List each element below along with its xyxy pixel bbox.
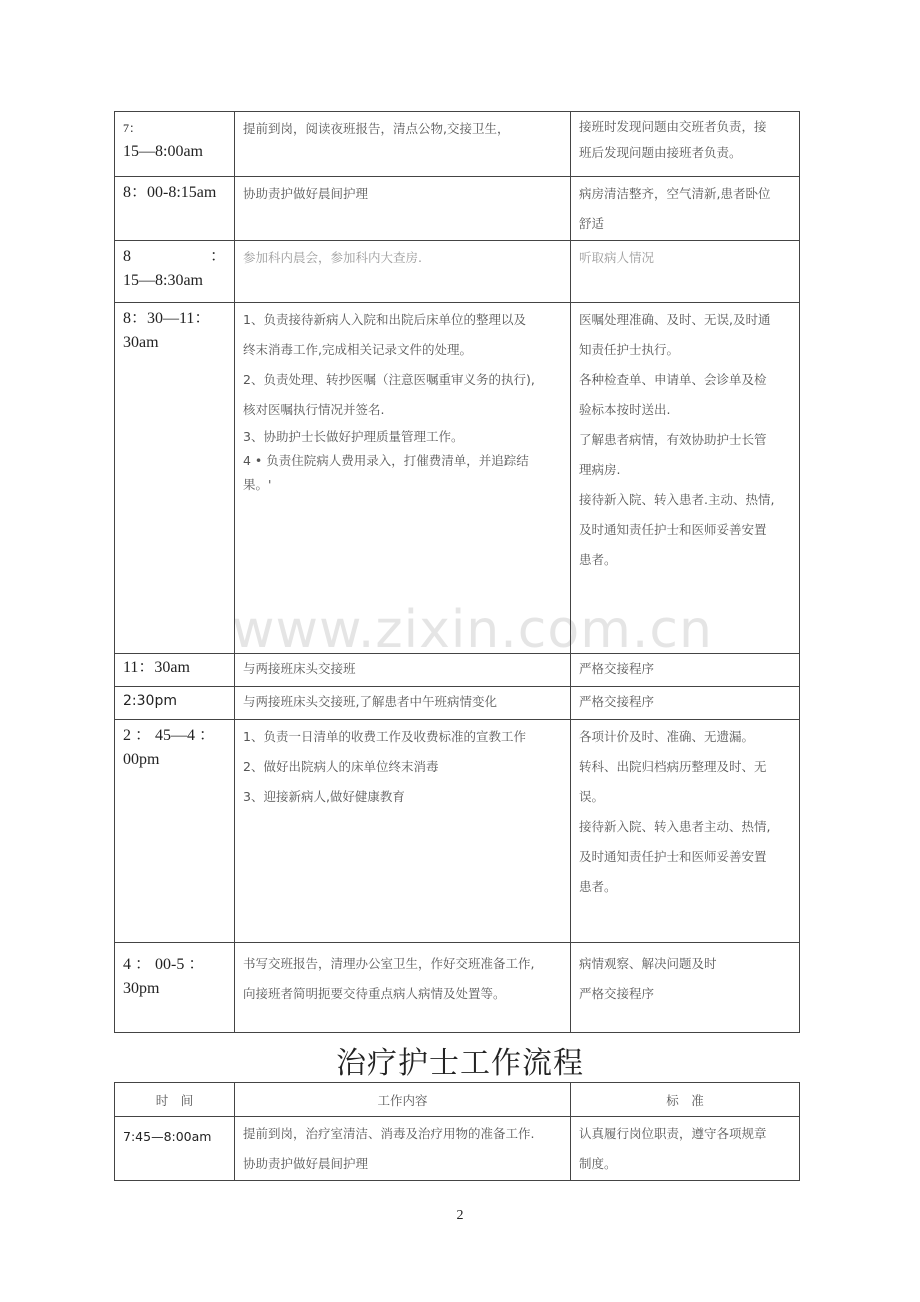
table-row bbox=[115, 112, 800, 177]
time-cell: 4 ： 00-5 ： 30pm bbox=[115, 943, 235, 1033]
schedule-table bbox=[114, 111, 800, 1033]
standard-cell: 各项计价及时、准确、无遗漏。 转科、出院归档病历整理及时、无 误。 接待新入院、转入患者主动、热情, 及时通知责任护士和医师妥善安置 患者。 bbox=[571, 720, 800, 943]
header-standard: 标 准 bbox=[571, 1083, 800, 1117]
table-row bbox=[115, 241, 800, 303]
content-cell: 书写交班报告，清理办公室卫生，作好交班准备工作, 向接班者简明扼要交待重点病人病情及处置等。 bbox=[235, 943, 571, 1033]
time-cell: 8 ： 15—8:30am bbox=[115, 241, 235, 303]
table-row bbox=[115, 654, 800, 687]
header-time: 时 间 bbox=[115, 1083, 235, 1117]
time-cell: 7:45—8:00am bbox=[115, 1117, 235, 1181]
table-row bbox=[115, 1117, 800, 1181]
standard-cell: 严格交接程序 bbox=[571, 654, 800, 687]
content-cell: 提前到岗，治疗室清洁、消毒及治疗用物的准备工作. 协助责护做好晨间护理 bbox=[235, 1117, 571, 1181]
content-cell: 提前到岗，阅读夜班报告，清点公物,交接卫生， bbox=[235, 112, 571, 177]
standard-cell: 病情观察、解决问题及时 严格交接程序 bbox=[571, 943, 800, 1033]
time-cell: 8：00-8:15am bbox=[115, 177, 235, 241]
table-header-row bbox=[115, 1083, 800, 1117]
content-cell: 与两接班床头交接班 bbox=[235, 654, 571, 687]
table-row bbox=[115, 687, 800, 720]
standard-cell: 认真履行岗位职责，遵守各项规章 制度。 bbox=[571, 1117, 800, 1181]
section-title: 治疗护士工作流程 bbox=[336, 1046, 584, 1081]
header-content: 工作内容 bbox=[235, 1083, 571, 1117]
content-cell: 1、负责一日清单的收费工作及收费标准的宣教工作 2、做好出院病人的床单位终末消毒 3、迎接新病人,做好健康教育 bbox=[235, 720, 571, 943]
table-row bbox=[115, 303, 800, 654]
page-number: 2 bbox=[456, 1208, 464, 1223]
table-row bbox=[115, 943, 800, 1033]
standard-cell: 严格交接程序 bbox=[571, 687, 800, 720]
time-cell: 7： 15—8:00am bbox=[115, 112, 235, 177]
time-cell: 11：30am bbox=[115, 654, 235, 687]
table-row bbox=[115, 720, 800, 943]
time-cell: 8：30—11： 30am bbox=[115, 303, 235, 654]
watermark: www.zixin.com.cn bbox=[232, 600, 713, 660]
content-cell: 协助责护做好晨间护理 bbox=[235, 177, 571, 241]
content-cell: 参加科内晨会，参加科内大查房. bbox=[235, 241, 571, 303]
standard-cell: 医嘱处理准确、及时、无误,及时通 知责任护士执行。 各种检查单、申请单、会诊单及检 验标本按时送出. 了解患者病情，有效协助护士长管 理病房. 接待新入院、转入患者.主动、热情, 及时通知责任护士和医师妥善安置 患者。 bbox=[571, 303, 800, 654]
treatment-nurse-table bbox=[114, 1082, 800, 1181]
standard-cell: 接班时发现问题由交班者负责，接 班后发现问题由接班者负责。 bbox=[571, 112, 800, 177]
standard-cell: 病房清洁整齐，空气清新,患者卧位 舒适 bbox=[571, 177, 800, 241]
content-cell: 1、负责接待新病人入院和出院后床单位的整理以及 终末消毒工作,完成相关记录文件的处理。 2、负责处理、转抄医嘱（注意医嘱重审义务的执行), 核对医嘱执行情况并签名. 3、协助护士长做好护理质量管理工作。 4 • 负责住院病人费用录入，打催费清单，并追踪结 果。' bbox=[235, 303, 571, 654]
table-row bbox=[115, 177, 800, 241]
standard-cell: 听取病人情况 bbox=[571, 241, 800, 303]
time-cell: 2 ： 45—4 ： 00pm bbox=[115, 720, 235, 943]
time-cell: 2:30pm bbox=[115, 687, 235, 720]
content-cell: 与两接班床头交接班,了解患者中午班病情变化 bbox=[235, 687, 571, 720]
